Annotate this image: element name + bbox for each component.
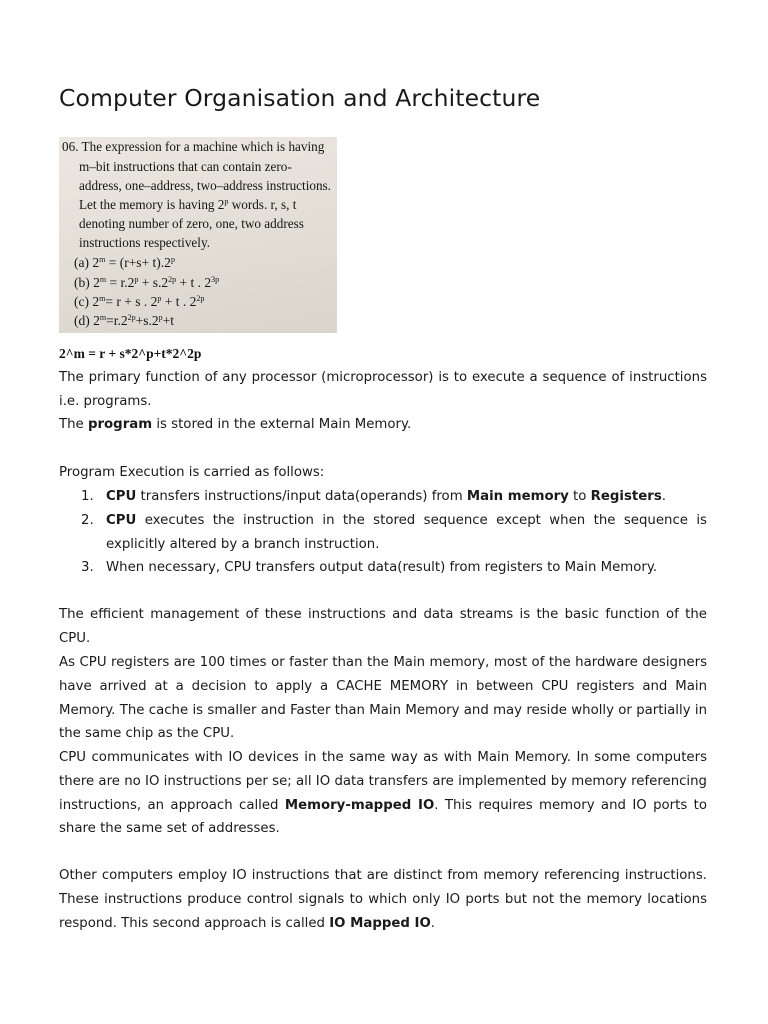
paragraph-io-mapped-io: Other computers employ IO instructions that are distinct from memory referencing instructions. These instructions produce control signals to which only IO ports but not the memory locations respond. This second approach is called IO Mapped IO. [59, 868, 707, 931]
paragraph-memory-mapped-io: CPU communicates with IO devices in the same way as with Main Memory. In some computers there are no IO instructions per se; all IO data transfers are implemented by memory referencing instructions, an approach called Memory-mapped IO. This requires memory and IO ports to share the same set of addresses. [59, 750, 707, 837]
paragraph-program-storage: The program is stored in the external Main Memory. [59, 417, 412, 432]
option-a: (a) $2^m = (r+s+ t).2^p$ [74, 255, 175, 270]
list-item: 2. CPU executes the instruction in the stored sequence except when the sequence is explicitly altered by a branch instruction. [81, 512, 707, 552]
paragraph-processor-function: The primary function of any processor (microprocessor) is to execute a sequence of instructions i.e. programs. [59, 370, 707, 409]
answer-formula: 2^m = r + s*2^p+t*2^2p [59, 346, 202, 361]
option-c: (c) $2^m= r + s$ . $2^p + t$ . $2^{2p}$ [74, 294, 205, 309]
page-title: Computer Organisation and Architecture [59, 84, 541, 112]
question-line: Let the memory is having 2$^p$ words. r, s, t [79, 197, 297, 212]
paragraph-cache-memory: As CPU registers are 100 times or faster than the Main memory, most of the hardware designers have arrived at a decision to apply a CACHE MEMORY in between CPU registers and Main Memory. The cache is smaller and Faster than Main Memory and may reside wholly or partially in the same chip as the CPU. [59, 655, 707, 742]
option-d: (d) $2^m=r.2^{2p}+s.2^p+t$ [74, 313, 174, 328]
option-b: (b) $2^m = r.2^p + s.2^{2p} + t$ . $2^{3p}$ [74, 275, 220, 290]
paragraph-cpu-function: The efficient management of these instructions and data streams is the basic function of the CPU. [59, 607, 707, 646]
question-line: address, one–address, two–address instructions. [79, 178, 331, 193]
question-line: denoting number of zero, one, two address [79, 216, 304, 231]
question-line: m–bit instructions that can contain zero- [79, 159, 292, 174]
question-line: instructions respectively. [79, 235, 210, 250]
list-item: 1. CPU transfers instructions/input data(operands) from Main memory to Registers. [81, 489, 666, 504]
paragraph-execution-intro: Program Execution is carried as follows: [59, 465, 325, 480]
list-item: 3. When necessary, CPU transfers output data(result) from registers to Main Memory. [81, 560, 658, 576]
execution-steps-list [59, 485, 707, 580]
question-line: 06. The expression for a machine which is having [62, 139, 325, 154]
question-photo [59, 137, 337, 333]
